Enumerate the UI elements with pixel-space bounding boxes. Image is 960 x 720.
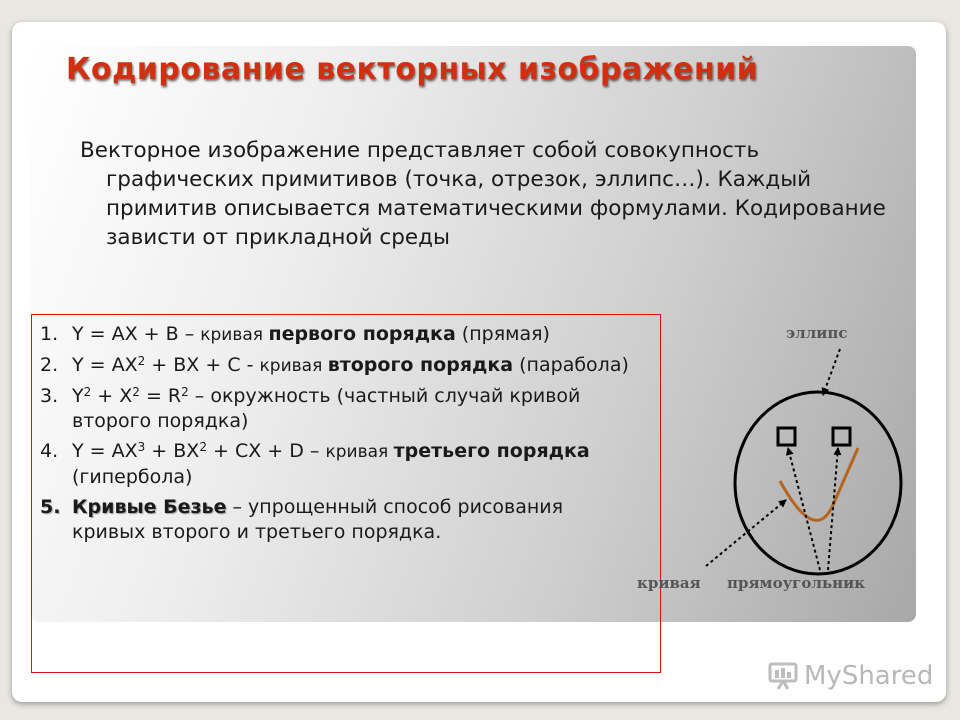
curve-note: (прямая) — [455, 323, 550, 345]
item-number: 2. — [40, 354, 59, 376]
item-number: 4. — [40, 440, 59, 462]
formula-item-1: 1. Y = AX + B – кривая первого порядка (прямая) — [40, 323, 550, 345]
item-number: 1. — [40, 323, 59, 345]
curve-kind: кривая — [325, 442, 394, 462]
label-ellipse: эллипс — [786, 324, 848, 342]
equation: Y = AX + B — [72, 323, 179, 345]
curve-order: первого порядка — [268, 323, 456, 345]
curve-order: второго порядка — [327, 354, 514, 376]
curve-kind: кривая — [259, 356, 328, 376]
label-rectangle: прямоугольник — [727, 574, 866, 592]
curve-kind: кривая — [200, 325, 269, 345]
formula-item-2: 2. $Y = AX^2$ + BX + C - кривая второго порядка (парабола) — [40, 354, 629, 376]
presentation-screen-icon — [768, 661, 800, 691]
formula-list — [40, 322, 640, 550]
curve-note: (парабола) — [513, 354, 629, 376]
item-number: 3. — [40, 385, 59, 407]
watermark-text: MyShared — [804, 661, 934, 691]
curve-order: третьего порядка — [393, 440, 590, 462]
bezier-term: Кривые Безье — [72, 496, 227, 518]
formula-item-5: 5. Кривые Безье – упрощенный способ рисования кривых второго и третьего порядка. — [40, 496, 564, 543]
item-number: 5. — [40, 496, 61, 518]
formula-item-3: 3. $Y^2 + X^2 = R^2$ – окружность (частный случай кривой второго порядка) — [40, 385, 581, 432]
curve-note: (гипербола) — [72, 466, 193, 488]
intro-paragraph: Векторное изображение представляет собой совокупность графических примитивов (точка, отрезок, эллипс…). Каждый примитив описывается математическими формулами. Кодирование зависти от прикладной среды — [80, 138, 886, 250]
formula-item-4: 4. $Y = AX^3 + BX^2$ + CX + D – кривая третьего порядка (гипербола) — [40, 440, 590, 488]
label-curve: кривая — [637, 574, 701, 592]
slide-title: Кодирование векторных изображений — [66, 52, 759, 87]
watermark — [768, 656, 933, 696]
